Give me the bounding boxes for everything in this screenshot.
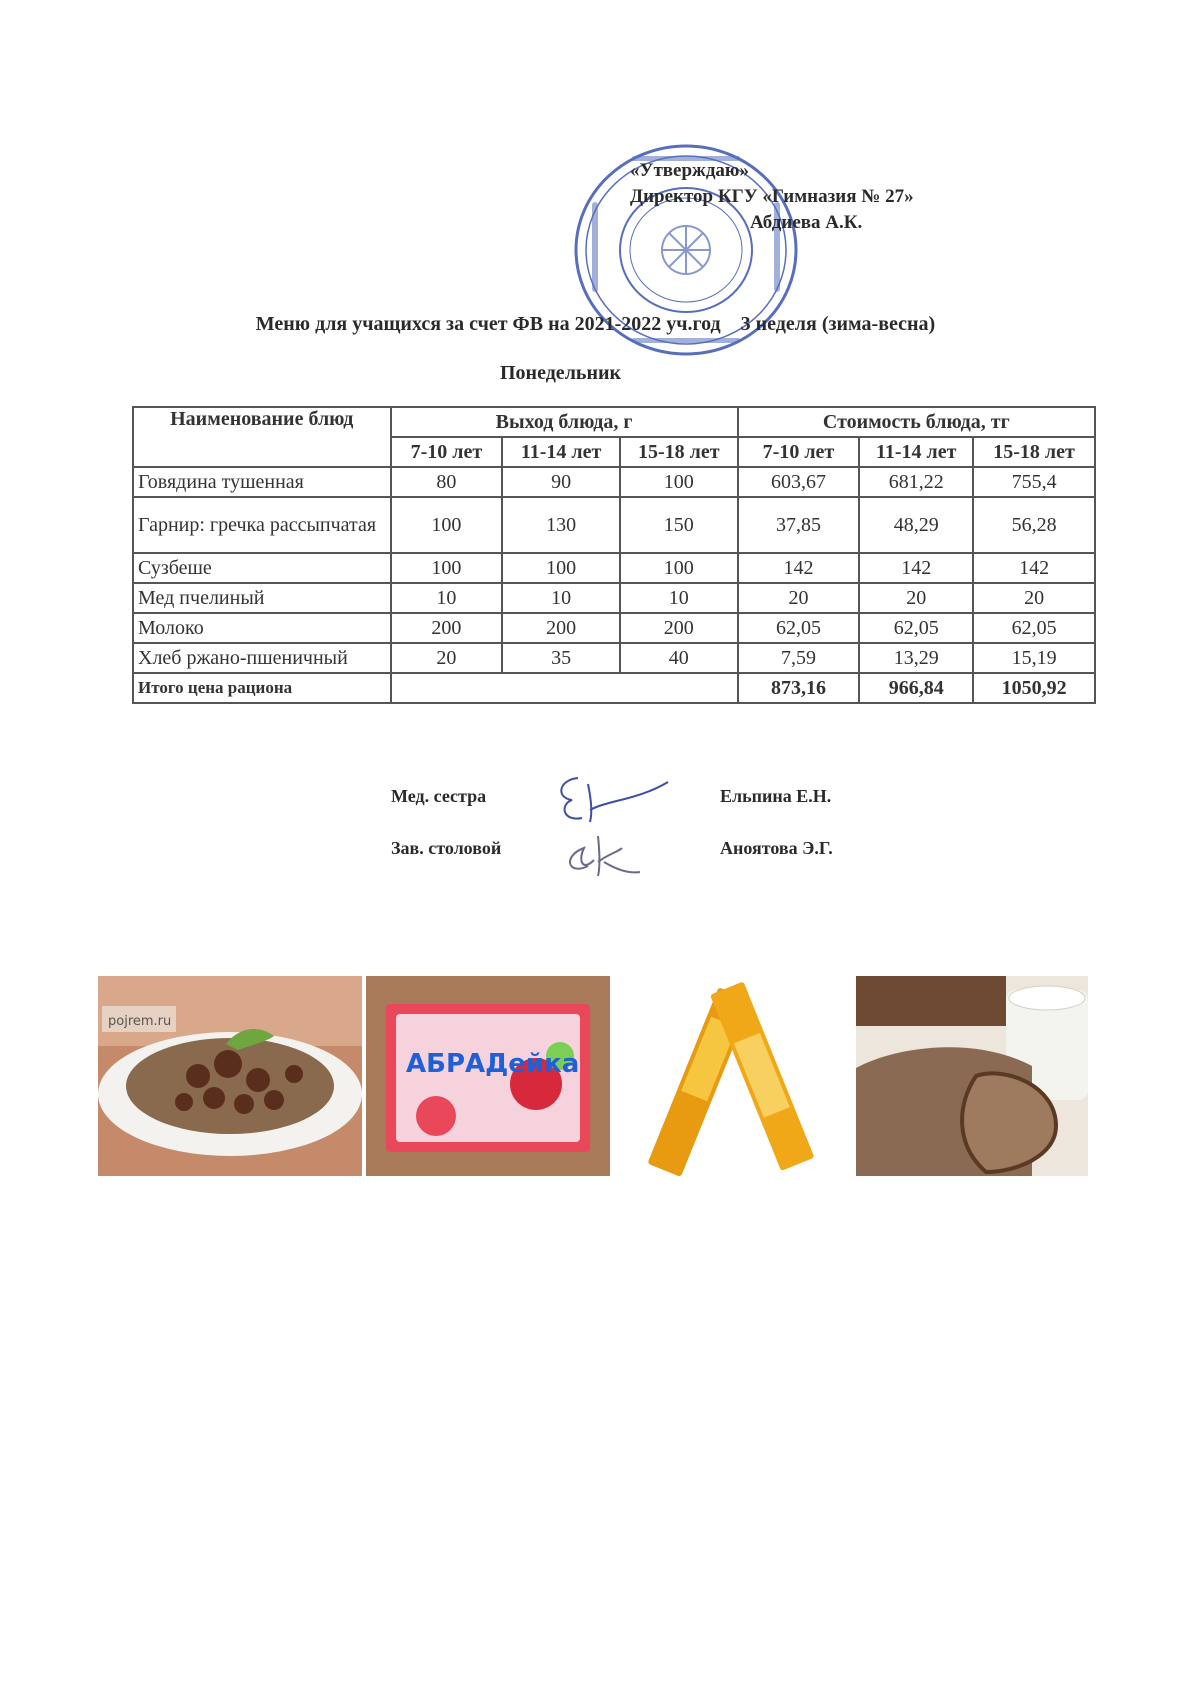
yield-cell: 10 (620, 583, 738, 613)
dish-name: Гарнир: гречка рассыпчатая (133, 497, 391, 553)
cost-cell: 20 (973, 583, 1095, 613)
nurse-signature (548, 770, 678, 830)
age-header: 7-10 лет (738, 437, 860, 467)
cost-cell: 62,05 (738, 613, 860, 643)
dish-name: Молоко (133, 613, 391, 643)
yield-cell: 150 (620, 497, 738, 553)
yield-cell: 10 (502, 583, 620, 613)
dish-name: Хлеб ржано-пшеничный (133, 643, 391, 673)
cost-cell: 62,05 (859, 613, 973, 643)
yield-cell: 90 (502, 467, 620, 497)
total-yield-empty (391, 673, 738, 703)
cost-cell: 48,29 (859, 497, 973, 553)
yield-cell: 10 (391, 583, 503, 613)
photo-curd-snack (366, 976, 610, 1176)
canteen-name: Аноятова Э.Г. (720, 838, 833, 858)
menu-title: Меню для учащихся за счет ФВ на 2021-2022 уч.год 3 неделя (зима-весна) (255, 313, 936, 335)
table-row (133, 467, 1095, 497)
table-row (133, 643, 1095, 673)
photo-honey-sticks (636, 976, 822, 1176)
cost-cell: 7,59 (738, 643, 860, 673)
total-cost-cell: 873,16 (738, 673, 860, 703)
cost-cell: 62,05 (973, 613, 1095, 643)
table-header-row (133, 407, 1095, 437)
cost-cell: 15,19 (973, 643, 1095, 673)
cost-cell: 13,29 (859, 643, 973, 673)
table-row (133, 613, 1095, 643)
yield-cell: 100 (391, 553, 503, 583)
yield-cell: 200 (620, 613, 738, 643)
yield-cell: 200 (391, 613, 503, 643)
table-row (133, 553, 1095, 583)
cost-cell: 142 (859, 553, 973, 583)
yield-cell: 100 (620, 467, 738, 497)
age-header: 11-14 лет (502, 437, 620, 467)
cost-cell: 37,85 (738, 497, 860, 553)
approval-director-name: Абдиева А.К. (750, 212, 863, 233)
nurse-name: Ельпина Е.Н. (720, 786, 832, 806)
package-brand: АБРАДейка (406, 1049, 580, 1079)
approval-block (630, 158, 914, 236)
canteen-signature (548, 826, 678, 886)
dish-name: Сузбеше (133, 553, 391, 583)
canteen-role: Зав. столовой (391, 838, 502, 858)
cost-cell: 142 (973, 553, 1095, 583)
age-header: 15-18 лет (620, 437, 738, 467)
cost-cell: 603,67 (738, 467, 860, 497)
age-header: 15-18 лет (973, 437, 1095, 467)
yield-cell: 100 (391, 497, 503, 553)
cost-cell: 20 (738, 583, 860, 613)
cost-cell: 142 (738, 553, 860, 583)
approval-line-1: «Утверждаю» (630, 160, 749, 181)
photo-beef-buckwheat (98, 976, 362, 1176)
total-row (133, 673, 1095, 703)
photo-watermark: pojrem.ru (108, 1014, 172, 1029)
col-group-yield: Выход блюда, г (391, 407, 738, 437)
yield-cell: 20 (391, 643, 503, 673)
yield-cell: 80 (391, 467, 503, 497)
day-title: Понедельник (500, 362, 622, 384)
age-header: 7-10 лет (391, 437, 503, 467)
yield-cell: 200 (502, 613, 620, 643)
col-group-cost: Стоимость блюда, тг (738, 407, 1095, 437)
table-row (133, 583, 1095, 613)
total-cost-cell: 966,84 (859, 673, 973, 703)
nurse-role: Мед. сестра (391, 786, 487, 806)
table-row (133, 497, 1095, 553)
yield-cell: 130 (502, 497, 620, 553)
col-dish-name: Наименование блюд (133, 407, 391, 467)
menu-table (132, 406, 1096, 704)
yield-cell: 35 (502, 643, 620, 673)
dish-name: Говядина тушенная (133, 467, 391, 497)
cost-cell: 56,28 (973, 497, 1095, 553)
cost-cell: 755,4 (973, 467, 1095, 497)
total-cost-cell: 1050,92 (973, 673, 1095, 703)
cost-cell: 20 (859, 583, 973, 613)
age-header: 11-14 лет (859, 437, 973, 467)
yield-cell: 100 (502, 553, 620, 583)
dish-name: Мед пчелиный (133, 583, 391, 613)
approval-line-2: Директор КГУ «Гимназия № 27» (630, 186, 914, 207)
cost-cell: 681,22 (859, 467, 973, 497)
total-label: Итого цена рациона (133, 673, 391, 703)
yield-cell: 100 (620, 553, 738, 583)
yield-cell: 40 (620, 643, 738, 673)
photo-bread-milk (856, 976, 1088, 1176)
